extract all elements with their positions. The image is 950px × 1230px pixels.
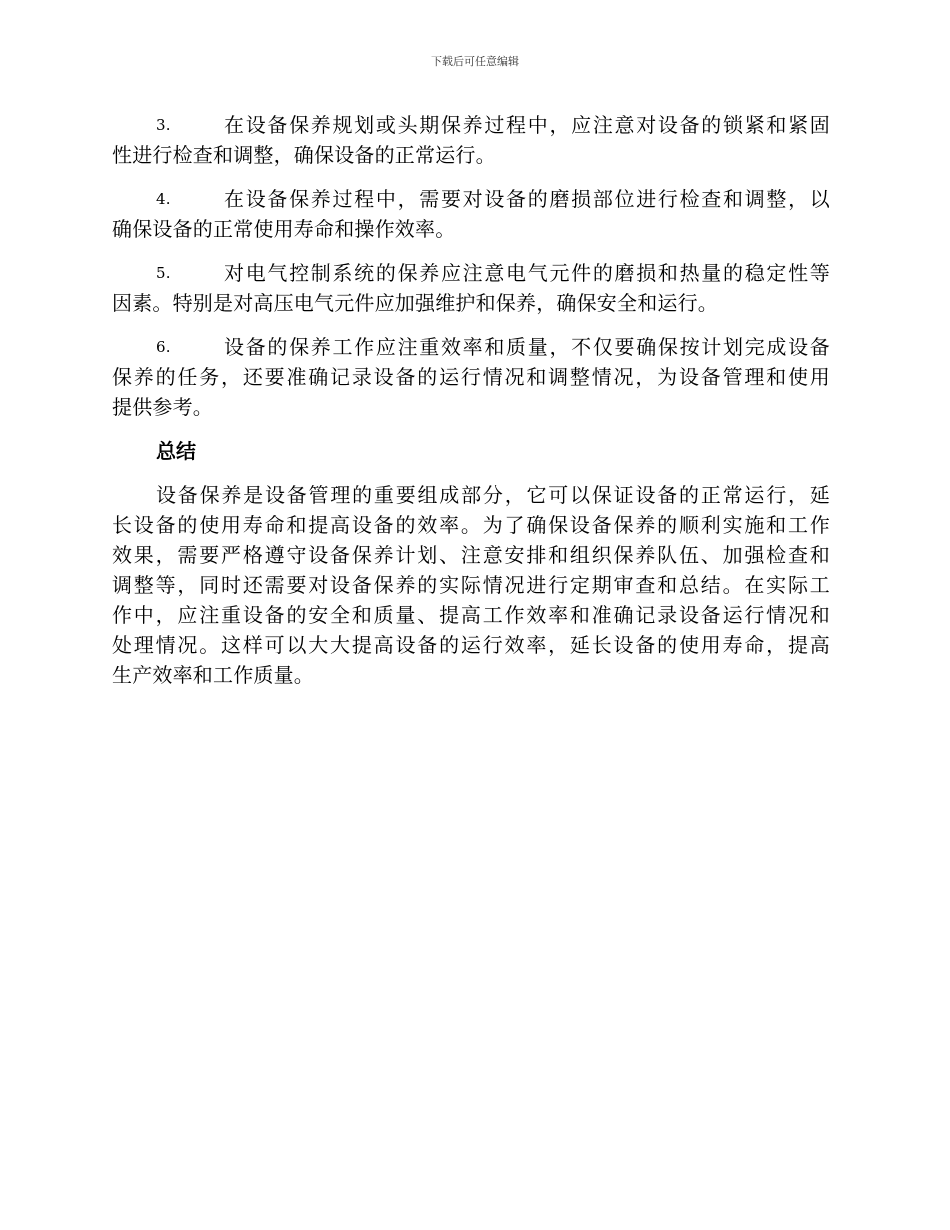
item-line: 提供参考。 — [112, 395, 213, 419]
document-content — [112, 110, 830, 690]
item-line-text: 在设备保养过程中，需要对设备的磨损部位进行检查和调整，以 — [224, 187, 830, 211]
paragraph-line: 调整等，同时还需要对设备保养的实际情况进行定期审查和总结。在实际工 — [112, 573, 830, 597]
item-first-line — [112, 110, 830, 140]
item-first-line — [112, 332, 830, 362]
item-first-line — [112, 258, 830, 288]
list-item — [112, 184, 830, 244]
item-line: 因素。特别是对高压电气元件应加强维护和保养，确保安全和运行。 — [112, 291, 718, 315]
item-line-text: 在设备保养规划或头期保养过程中，应注意对设备的锁紧和紧固 — [224, 113, 830, 137]
paragraph-line: 设备保养是设备管理的重要组成部分，它可以保证设备的正常运行，延 — [156, 483, 830, 507]
paragraph-line: 生产效率和工作质量。 — [112, 663, 314, 687]
paragraph-line: 效果，需要严格遵守设备保养计划、注意安排和组织保养队伍、加强检查和 — [112, 543, 830, 567]
section-heading: 总结 — [156, 439, 196, 463]
item-line: 保养的任务，还要准确记录设备的运行情况和调整情况，为设备管理和使用 — [112, 365, 830, 389]
paragraph-line: 处理情况。这样可以大大提高设备的运行效率，延长设备的使用寿命，提高 — [112, 633, 830, 657]
item-line: 确保设备的正常使用寿命和操作效率。 — [112, 217, 456, 241]
list-item — [112, 332, 830, 422]
list-item — [112, 110, 830, 170]
item-line-text: 对电气控制系统的保养应注意电气元件的磨损和热量的稳定性等 — [224, 261, 830, 285]
item-line: 性进行检查和调整，确保设备的正常运行。 — [112, 143, 496, 167]
item-number: 4. — [156, 190, 171, 208]
item-number: 5. — [156, 264, 171, 282]
item-number: 6. — [156, 338, 171, 356]
item-number: 3. — [156, 116, 171, 134]
paragraph-line: 作中，应注重设备的安全和质量、提高工作效率和准确记录设备运行情况和 — [112, 603, 830, 627]
page-header: 下载后可任意编辑 — [431, 55, 519, 68]
summary-paragraph — [112, 480, 830, 690]
item-line-text: 设备的保养工作应注重效率和质量，不仅要确保按计划完成设备 — [224, 335, 830, 359]
paragraph-line: 长设备的使用寿命和提高设备的效率。为了确保设备保养的顺利实施和工作 — [112, 513, 830, 537]
list-item — [112, 258, 830, 318]
item-first-line — [112, 184, 830, 214]
